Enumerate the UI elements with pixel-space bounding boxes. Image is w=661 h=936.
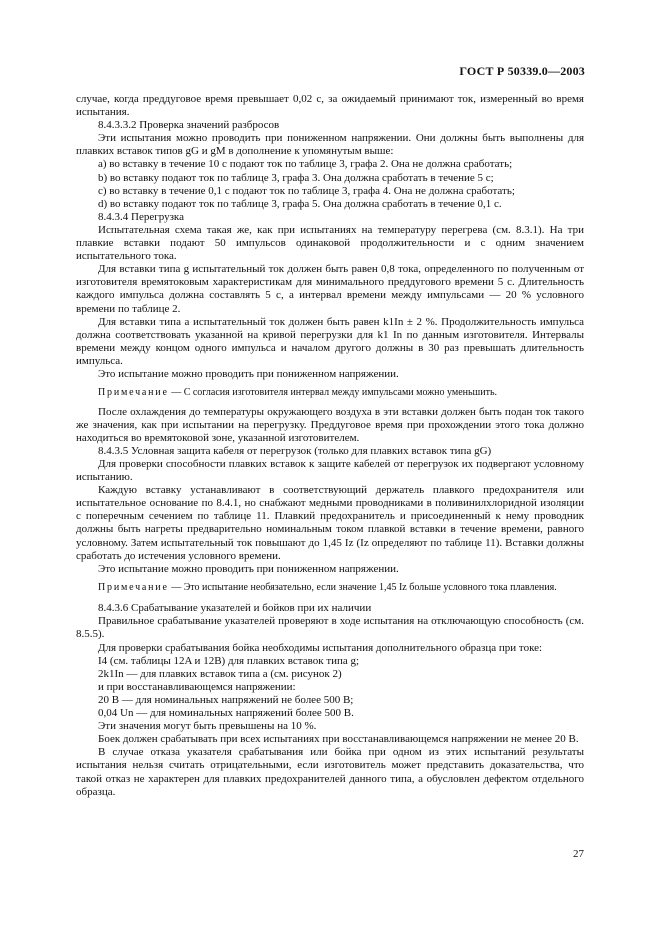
paragraph: I4 (см. таблицы 12A и 12B) для плавких вставок типа g; [98, 654, 360, 667]
paragraph: Для вставки типа g испытательный ток должен быть равен 0,8 тока, определенного по полученным от изготовителя времятоковым характеристикам для минимального преддугового времени 5 с. Длительность каждого импульса должна составлять 5 с, а интервал времени между импульсами — 20 % условного времени по таблице 2. [76, 263, 584, 315]
page-body [76, 93, 584, 799]
note-label: Примечание [98, 387, 169, 399]
page-number: 27 [573, 848, 584, 860]
paragraph: Правильное срабатывание указателей проверяют в ходе испытания на отключающую способность (см. 8.5.5). [76, 615, 584, 641]
paragraph: Эти испытания можно проводить при пониженном напряжении. Они должны быть выполнены для плавких вставок типов gG и gM в дополнение к упомянутым выше: [76, 132, 584, 158]
section-heading: 8.4.3.5 Условная защита кабеля от перегрузок (только для плавких вставок типа gG) [98, 444, 492, 457]
list-item: d) во вставку подают ток по таблице 3, графа 5. Она должна сработать в течение 0,1 с. [98, 197, 502, 210]
paragraph: Это испытание можно проводить при пониженном напряжении. [98, 562, 399, 575]
paragraph: 20 В — для номинальных напряжений не более 500 В; [98, 693, 354, 706]
section-heading: 8.4.3.3.2 Проверка значений разбросов [98, 119, 280, 132]
list-item: a) во вставку в течение 10 с подают ток по таблице 3, графа 2. Она не должна сработать; [98, 158, 513, 171]
paragraph: Это испытание можно проводить при пониженном напряжении. [98, 367, 399, 380]
note [76, 387, 584, 400]
paragraph: и при восстанавливающемся напряжении: [98, 680, 296, 693]
section-heading: 8.4.3.6 Срабатывание указателей и бойков при их наличии [98, 602, 372, 615]
paragraph: Испытательная схема такая же, как при испытаниях на температуру перегрева (см. 8.3.1). На три плавкие вставки подают 50 импульсов одинаковой продолжительности и с одним значением испытательного тока. [76, 223, 584, 263]
paragraph: В случае отказа указателя срабатывания или бойка при одном из этих испытаний результаты испытания нельзя считать отрицательными, если изготовитель может представить доказательства, что такой отказ не характерен для плавких предохранителей данного типа, а обусловлен дефектом отдельного образца. [76, 746, 584, 798]
section-heading: 8.4.3.4 Перегрузка [98, 210, 184, 223]
paragraph: случае, когда преддуговое время превышает 0,02 с, за ожидаемый принимают ток, измеренный во время испытания. [76, 93, 584, 119]
document-id: ГОСТ Р 50339.0—2003 [459, 64, 585, 78]
list-item: c) во вставку в течение 0,1 с подают ток по таблице 3, графа 4. Она не должна сработать; [98, 184, 515, 197]
paragraph: Для проверки способности плавких вставок к защите кабелей от перегрузок их подвергают условному испытанию. [76, 457, 584, 484]
note-text: — С согласия изготовителя интервал между импульсами можно уменьшить. [171, 387, 498, 399]
note-text: — Это испытание необязательно, если значение 1,45 Iz больше условного тока плавления. [171, 581, 557, 593]
paragraph: Для проверки срабатывания бойка необходимы испытания дополнительного образца при токе: [98, 641, 543, 654]
paragraph: Каждую вставку устанавливают в соответствующий держатель плавкого предохранителя или испытательное основание по 8.4.1, но снабжают медными проводниками в поливинилхлоридной изоляции с поперечным сечением по таблице 11. Плавкий предохранитель и присоединенный к нему проводник должны быть нагреты предварительно номинальным током плавкой вставки в течение времени, равного условному. Затем испытательный ток повышают до 1,45 Iz (Iz определяют по таблице 11). Вставки должны сработать до истечения условного времени. [76, 484, 584, 562]
paragraph: После охлаждения до температуры окружающего воздуха в эти вставки должен быть подан ток такого же значения, как при испытании на перегрузку. Преддуговое время при прохождении этого тока должно находиться во времятоковой зоне, указанной изготовителем. [76, 405, 584, 444]
paragraph: Боек должен срабатывать при всех испытаниях при восстанавливающемся напряжении не менее 20 В. [98, 733, 579, 746]
paragraph: 2k1In — для плавких вставок типа a (см. рисунок 2) [98, 667, 342, 680]
paragraph: Для вставки типа a испытательный ток должен быть равен k1In ± 2 %. Продолжительность импульса должна соответствовать указанной на кривой перегрузки для k1 In по данным изготовителя. Интервалы времени между концом одного импульса и началом другого должны в 30 раз превышать длительность импульса. [76, 315, 584, 367]
note [76, 582, 584, 595]
list-item: b) во вставку подают ток по таблице 3, графа 3. Она должна сработать в течение 5 с; [98, 171, 494, 184]
paragraph: Эти значения могут быть превышены на 10 %. [98, 720, 317, 733]
note-label: Примечание [98, 581, 169, 593]
paragraph: 0,04 Un — для номинальных напряжений более 500 В. [98, 707, 354, 720]
